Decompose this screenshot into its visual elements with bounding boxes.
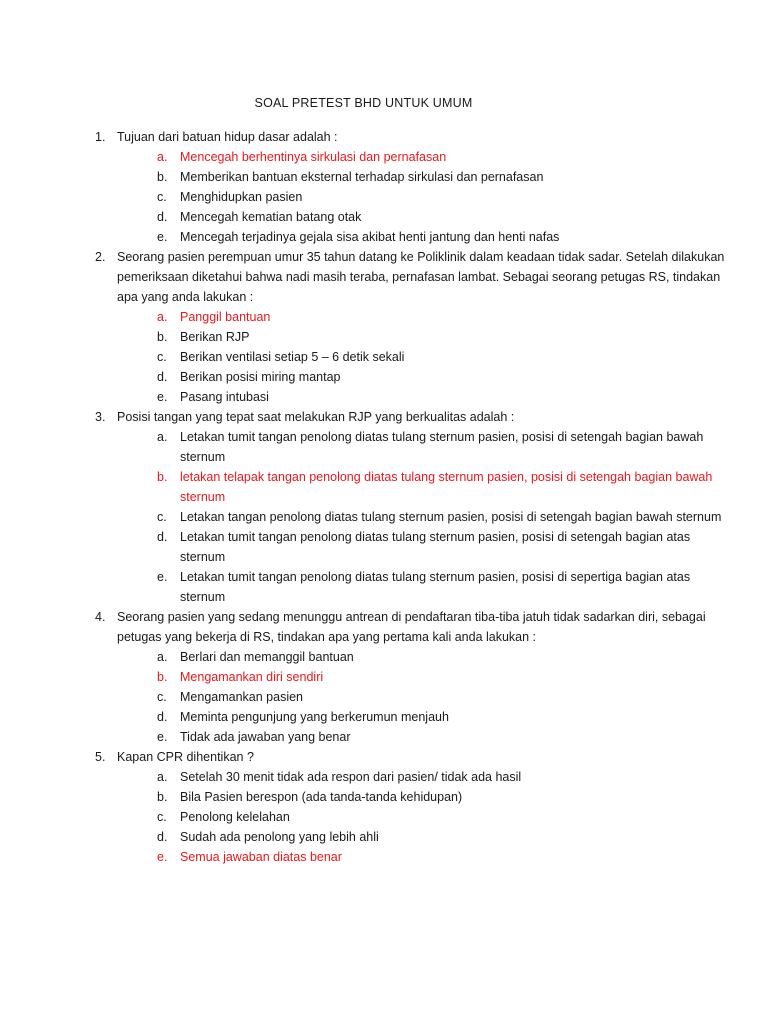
answer-option xyxy=(157,527,728,567)
answer-letter: a. xyxy=(157,310,168,324)
answer-letter: a. xyxy=(157,430,168,444)
answer-letter: b. xyxy=(157,170,168,184)
answer-list xyxy=(117,147,728,247)
answer-letter: c. xyxy=(157,510,167,524)
answer-option xyxy=(157,207,728,227)
answer-text: Letakan tumit tangan penolong diatas tulang sternum pasien, posisi di setengah bagian atas sternum xyxy=(180,530,691,564)
answer-option-correct xyxy=(157,147,728,167)
answer-option-correct xyxy=(157,847,728,867)
answer-letter: e. xyxy=(157,570,168,584)
answer-letter: d. xyxy=(157,210,168,224)
answer-text: Berlari dan memanggil bantuan xyxy=(180,650,354,664)
answer-text: Meminta pengunjung yang berkerumun menjauh xyxy=(180,710,449,724)
question-list xyxy=(95,127,728,867)
answer-letter: c. xyxy=(157,810,167,824)
question-number: 1. xyxy=(95,130,106,144)
answer-letter: e. xyxy=(157,730,168,744)
question-number: 4. xyxy=(95,610,106,624)
question-text: Kapan CPR dihentikan ? xyxy=(117,750,254,764)
answer-text: Menghidupkan pasien xyxy=(180,190,303,204)
answer-letter: a. xyxy=(157,150,168,164)
answer-text: Berikan RJP xyxy=(180,330,250,344)
answer-letter: c. xyxy=(157,350,167,364)
question-text: Posisi tangan yang tepat saat melakukan RJP yang berkualitas adalah : xyxy=(117,410,515,424)
page-title: SOAL PRETEST BHD UNTUK UMUM xyxy=(254,96,473,110)
question-item xyxy=(95,127,728,247)
answer-option xyxy=(157,727,728,747)
answer-text: Semua jawaban diatas benar xyxy=(180,850,342,864)
answer-letter: e. xyxy=(157,850,168,864)
question-item xyxy=(95,747,728,867)
answer-letter: b. xyxy=(157,790,168,804)
answer-letter: e. xyxy=(157,230,168,244)
answer-option xyxy=(157,567,728,607)
answer-text: Mengamankan diri sendiri xyxy=(180,670,324,684)
answer-text: Berikan ventilasi setiap 5 – 6 detik sekali xyxy=(180,350,405,364)
answer-option xyxy=(157,347,728,367)
answer-option xyxy=(157,707,728,727)
answer-text: Sudah ada penolong yang lebih ahli xyxy=(180,830,379,844)
answer-text: Mengamankan pasien xyxy=(180,690,303,704)
answer-text: Mencegah berhentinya sirkulasi dan pernafasan xyxy=(180,150,447,164)
answer-text: letakan telapak tangan penolong diatas tulang sternum pasien, posisi di setengah bagian bawah sternum xyxy=(180,470,713,504)
answer-text: Letakan tumit tangan penolong diatas tulang sternum pasien, posisi di setengah bagian bawah sternum xyxy=(180,430,704,464)
answer-text: Letakan tangan penolong diatas tulang sternum pasien, posisi di setengah bagian bawah sternum xyxy=(180,510,722,524)
answer-option xyxy=(157,827,728,847)
answer-letter: a. xyxy=(157,650,168,664)
answer-list xyxy=(117,767,728,867)
answer-list xyxy=(117,307,728,407)
answer-text: Memberikan bantuan eksternal terhadap sirkulasi dan pernafasan xyxy=(180,170,544,184)
answer-text: Letakan tumit tangan penolong diatas tulang sternum pasien, posisi di sepertiga bagian atas sternum xyxy=(180,570,691,604)
question-text: Seorang pasien yang sedang menunggu antrean di pendaftaran tiba-tiba jatuh tidak sadarkan diri, sebagai petugas yang bekerja di RS, tindakan apa yang pertama kali anda lakukan : xyxy=(117,610,706,644)
answer-option xyxy=(157,507,728,527)
question-item xyxy=(95,247,728,407)
question-text: Seorang pasien perempuan umur 35 tahun datang ke Poliklinik dalam keadaan tidak sadar. Setelah dilakukan pemeriksaan diketahui bahwa nadi masih teraba, pernafasan lambat. Sebagai seorang petugas RS, tindakan apa yang anda lakukan : xyxy=(117,250,725,304)
answer-option-correct xyxy=(157,467,728,507)
answer-text: Pasang intubasi xyxy=(180,390,269,404)
answer-letter: d. xyxy=(157,370,168,384)
answer-option-correct xyxy=(157,667,728,687)
answer-text: Panggil bantuan xyxy=(180,310,271,324)
answer-text: Penolong kelelahan xyxy=(180,810,290,824)
answer-option xyxy=(157,227,728,247)
answer-option xyxy=(157,787,728,807)
question-number: 2. xyxy=(95,250,106,264)
question-item xyxy=(95,607,728,747)
question-text: Tujuan dari batuan hidup dasar adalah : xyxy=(117,130,338,144)
answer-text: Tidak ada jawaban yang benar xyxy=(180,730,351,744)
answer-text: Mencegah terjadinya gejala sisa akibat henti jantung dan henti nafas xyxy=(180,230,560,244)
answer-option xyxy=(157,327,728,347)
answer-option xyxy=(157,367,728,387)
answer-letter: c. xyxy=(157,190,167,204)
answer-option xyxy=(157,807,728,827)
answer-letter: d. xyxy=(157,710,168,724)
answer-letter: b. xyxy=(157,670,168,684)
answer-option xyxy=(157,387,728,407)
answer-text: Setelah 30 menit tidak ada respon dari pasien/ tidak ada hasil xyxy=(180,770,522,784)
answer-letter: d. xyxy=(157,830,168,844)
question-number: 3. xyxy=(95,410,106,424)
question-number: 5. xyxy=(95,750,106,764)
answer-option xyxy=(157,767,728,787)
answer-letter: e. xyxy=(157,390,168,404)
answer-letter: a. xyxy=(157,770,168,784)
answer-text: Mencegah kematian batang otak xyxy=(180,210,362,224)
answer-option xyxy=(157,687,728,707)
answer-list xyxy=(117,427,728,607)
answer-option xyxy=(157,187,728,207)
answer-text: Berikan posisi miring mantap xyxy=(180,370,341,384)
answer-option xyxy=(157,647,728,667)
answer-letter: d. xyxy=(157,530,168,544)
answer-letter: b. xyxy=(157,470,168,484)
answer-text: Bila Pasien berespon (ada tanda-tanda kehidupan) xyxy=(180,790,463,804)
answer-letter: b. xyxy=(157,330,168,344)
answer-option-correct xyxy=(157,307,728,327)
answer-option xyxy=(157,427,728,467)
question-item xyxy=(95,407,728,607)
answer-letter: c. xyxy=(157,690,167,704)
answer-list xyxy=(117,647,728,747)
answer-option xyxy=(157,167,728,187)
